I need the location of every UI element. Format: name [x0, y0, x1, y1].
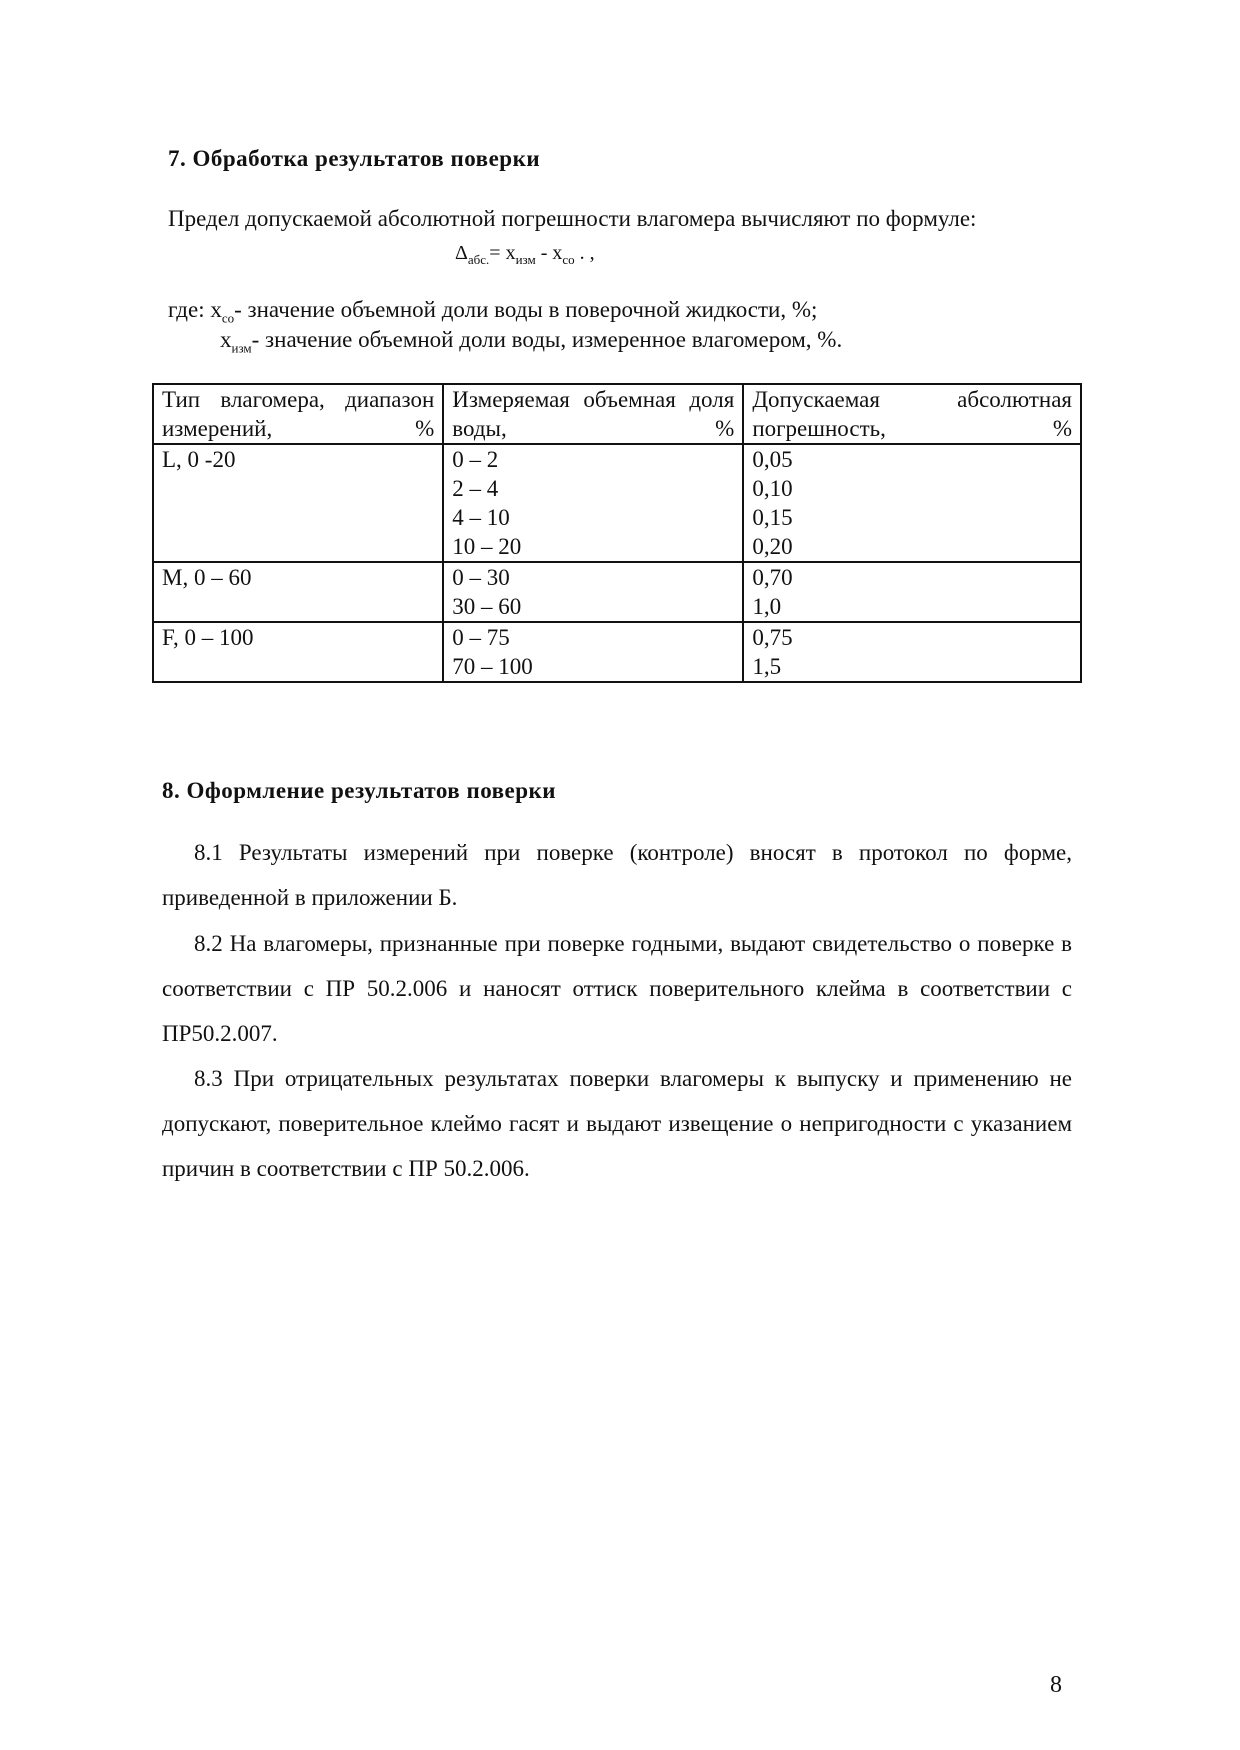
where-x-co-text: - значение объемной доли воды в поверочной жидкости, %;: [234, 297, 818, 322]
formula-x2: x: [552, 242, 563, 264]
cell-error: 0,20: [743, 532, 1081, 562]
cell-error: 0,10: [743, 474, 1081, 503]
formula-minus: -: [535, 242, 553, 264]
header-error: Допускаемая абсолютная погрешность, %: [752, 387, 1072, 441]
formula-eq: =: [489, 242, 506, 264]
where-x-izm-text: - значение объемной доли воды, измеренное влагомером, %.: [251, 327, 843, 352]
cell-type: L, 0 -20: [153, 444, 443, 474]
cell-error: 0,15: [743, 503, 1081, 532]
table-header-row: [153, 384, 1081, 444]
section-7-title: 7. Обработка результатов поверки: [168, 146, 541, 171]
where-x: x: [220, 327, 232, 352]
cell-type: [153, 652, 443, 682]
formula-x1-sub: изм: [515, 252, 536, 267]
cell-range: 0 – 75: [443, 622, 743, 652]
formula-x2-sub: со: [562, 252, 575, 267]
cell-range: 30 – 60: [443, 592, 743, 622]
where-x-izm-sub: изм: [231, 340, 252, 356]
table-header: [743, 384, 1081, 444]
paragraph-8-3-text: 8.3 При отрицательных результатах поверки влагомеры к выпуску и применению не допускают, поверительное клеймо гасят и выдают извещение о непригодности с указанием причин в соответствии с ПР 50.2.006.: [162, 1066, 1072, 1181]
formula: [455, 242, 595, 268]
where-prefix: где:: [168, 297, 211, 322]
where-x: x: [210, 297, 222, 322]
cell-error: 0,75: [743, 622, 1081, 652]
table-row: [153, 622, 1081, 652]
cell-type: F, 0 – 100: [153, 622, 443, 652]
cell-error: 0,05: [743, 444, 1081, 474]
cell-type: [153, 503, 443, 532]
cell-error: 0,70: [743, 562, 1081, 592]
tolerance-table: [152, 383, 1082, 683]
cell-range: 2 – 4: [443, 474, 743, 503]
table-header: [153, 384, 443, 444]
table-row: [153, 562, 1081, 592]
page-number: 8: [1050, 1672, 1062, 1698]
cell-range: 0 – 2: [443, 444, 743, 474]
table-row: [153, 532, 1081, 562]
table-row: [153, 592, 1081, 622]
section-8-title: 8. Оформление результатов поверки: [162, 778, 557, 803]
where-line-2: [220, 327, 842, 357]
table-body: [153, 444, 1081, 682]
table-row: [153, 652, 1081, 682]
cell-type: [153, 532, 443, 562]
paragraph-8-1: [162, 830, 1072, 920]
cell-type: [153, 592, 443, 622]
paragraph-8-3: [162, 1056, 1072, 1191]
header-type: Тип влагомера, диапазон измерений, %: [162, 387, 435, 441]
paragraph-8-2: [162, 921, 1072, 1056]
cell-type: [153, 474, 443, 503]
paragraph-8-1-text: 8.1 Результаты измерений при поверке (контроле) вносят в протокол по форме, приведенной в приложении Б.: [162, 840, 1072, 910]
cell-error: 1,5: [743, 652, 1081, 682]
table-row: [153, 474, 1081, 503]
table-row: [153, 503, 1081, 532]
formula-tail: . ,: [574, 242, 595, 264]
cell-range: 4 – 10: [443, 503, 743, 532]
where-line-1: [168, 297, 817, 327]
formula-x1: x: [505, 242, 516, 264]
cell-range: 70 – 100: [443, 652, 743, 682]
paragraph-8-2-text: 8.2 На влагомеры, признанные при поверке годными, выдают свидетельство о поверке в соответствии с ПР 50.2.006 и наносят оттиск поверительного клейма в соответствии с ПР50.2.007.: [162, 931, 1072, 1046]
table-row: [153, 444, 1081, 474]
cell-type: M, 0 – 60: [153, 562, 443, 592]
cell-error: 1,0: [743, 592, 1081, 622]
cell-range: 10 – 20: [443, 532, 743, 562]
cell-range: 0 – 30: [443, 562, 743, 592]
table-header: [443, 384, 743, 444]
formula-delta: Δ: [455, 242, 468, 264]
formula-intro: Предел допускаемой абсолютной погрешности влагомера вычисляют по формуле:: [168, 206, 977, 231]
where-x-co-sub: со: [221, 310, 235, 326]
formula-delta-sub: абс.: [467, 252, 490, 267]
header-range: Измеряемая объемная доля воды, %: [452, 387, 735, 441]
